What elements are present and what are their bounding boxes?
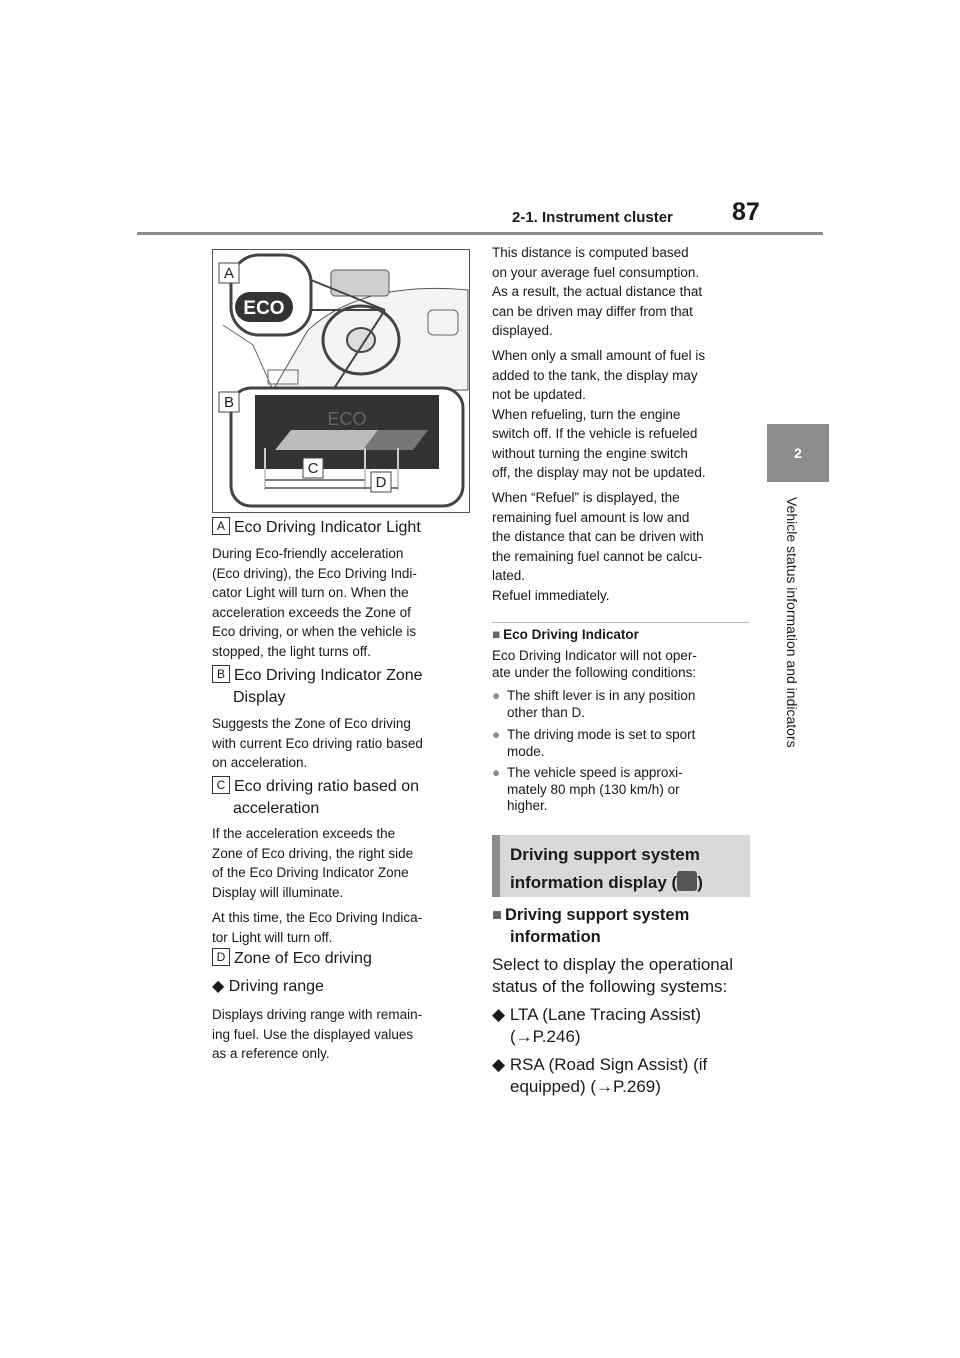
text-line: ate under the following conditions: [492,664,697,680]
item-a-title: Eco Driving Indicator Light [234,519,421,536]
square-bullet-icon: ■ [492,627,501,642]
text-line: off, the display may not be updated. [492,465,706,480]
text-line: The driving mode is set to sport [507,727,696,742]
header-divider [137,232,823,235]
bullet-icon: ◆ [492,1055,506,1074]
eco-indicator-title: Eco Driving Indicator [503,627,639,642]
bullet-icon: ◆ [212,978,225,995]
eco-zone-label: ECO [327,409,367,429]
text-line: mode. [507,743,545,759]
square-bullet-icon: ■ [492,906,502,924]
eco-light-label: ECO [243,298,285,319]
text-line: This distance is computed based [492,245,689,260]
banner-line2-pre: information display ( [510,873,678,892]
text-line: (Eco driving), the Eco Driving Indi- [212,565,417,581]
figure-label-c: C [307,460,319,477]
item-b-heading [212,665,423,709]
text-line: displayed. [492,323,553,338]
text-line: of the Eco Driving Indicator Zone [212,865,409,880]
text-line: acceleration exceeds the Zone of [212,604,411,620]
eco-indicator-heading [492,627,639,642]
text-line: not be updated. [492,387,586,402]
banner-line2-post: ) [697,873,703,892]
chapter-heading: 2-1. Instrument cluster [512,209,673,226]
section-banner [492,835,750,897]
driving-support-icon [677,871,697,891]
figure-label-b: B [223,394,235,411]
driving-range-body [212,1005,422,1064]
driving-range-heading [212,976,324,998]
text-line: When refueling, turn the engine [492,406,681,422]
support-info-intro [492,954,733,998]
section-divider [492,622,750,623]
item-a-badge: A [212,517,230,535]
item-b-title-line1: Eco Driving Indicator Zone [234,667,423,684]
text-line: as a reference only. [212,1046,330,1061]
figure-label-d: D [375,474,387,491]
text-line: Display will illuminate. [212,884,344,900]
banner-line1: Driving support system [510,845,700,864]
text-line: When only a small amount of fuel is [492,348,706,363]
text-line: lated. [492,568,526,583]
support-item-lta [492,1004,701,1048]
circle-bullet-icon: ● [492,688,501,703]
text-line: When “Refuel” is displayed, the [492,490,680,505]
item-d-badge: D [212,948,230,966]
text-line: At this time, the Eco Driving Indica- [212,910,423,925]
condition-item [492,765,750,815]
text-line: the distance that can be driven with [492,529,704,544]
item-c-body [212,824,422,947]
text-line: without turning the engine switch [492,445,688,461]
support-info-title-line1: Driving support system [504,906,690,924]
text-line: remaining fuel amount is low and [492,509,690,525]
support-info-title-line2: information [510,928,601,946]
figure-label-a: A [223,265,235,282]
text-line: on your average fuel consumption. [492,264,700,280]
text-line: stopped, the light turns off. [212,643,371,659]
circle-bullet-icon: ● [492,765,501,780]
page-number: 87 [732,198,760,226]
text-line: Eco driving, or when the vehicle is [212,624,417,639]
condition-item [492,688,750,721]
text-line: Zone of Eco driving, the right side [212,845,414,861]
range-note-para2 [492,346,706,483]
text-line: tor Light will turn off. [212,929,333,945]
chapter-tab: 2 [767,424,829,482]
text-line: other than D. [507,704,586,720]
text-line: the remaining fuel cannot be calcu- [492,548,703,564]
text-line: added to the tank, the display may [492,367,698,383]
text-line: higher. [507,798,548,813]
text-line: The shift lever is in any position [507,688,696,703]
chapter-tab-label: Vehicle status information and indicators [784,497,800,748]
rsa-page-ref[interactable]: equipped) (→P.269) [510,1077,661,1096]
text-line: Select to display the operational [492,955,733,974]
text-line: mately 80 mph (130 km/h) or [507,781,680,797]
support-info-heading [492,904,689,948]
item-d-heading [212,948,372,970]
text-line: status of the following systems: [492,977,728,996]
text-line: RSA (Road Sign Assist) (if [509,1055,708,1074]
text-line: with current Eco driving ratio based [212,735,423,751]
range-note-para3 [492,488,704,605]
item-a-body [212,544,417,661]
item-b-body [212,714,423,773]
eco-indicator-intro [492,648,697,681]
support-item-rsa [492,1054,707,1098]
text-line: Suggests the Zone of Eco driving [212,716,411,731]
text-line: LTA (Lane Tracing Assist) [509,1005,701,1024]
item-c-title-line1: Eco driving ratio based on [234,778,419,795]
item-c-title-line2: acceleration [233,800,320,817]
text-line: can be driven may differ from that [492,303,693,319]
text-line: Displays driving range with remain- [212,1007,423,1022]
text-line: on acceleration. [212,755,308,770]
text-line: Refuel immediately. [492,587,610,603]
text-line: switch off. If the vehicle is refueled [492,426,698,441]
driving-range-title: Driving range [228,978,324,995]
text-line: cator Light will turn on. When the [212,585,409,600]
circle-bullet-icon: ● [492,727,501,742]
range-note-para1 [492,243,702,341]
text-line: ing fuel. Use the displayed values [212,1026,414,1042]
text-line: As a result, the actual distance that [492,284,703,299]
condition-item [492,727,750,760]
text-line: The vehicle speed is approxi- [507,765,683,780]
item-d-title: Zone of Eco driving [234,950,372,967]
item-b-badge: B [212,665,230,683]
text-line: During Eco-friendly acceleration [212,546,404,561]
banner-title [510,841,750,897]
item-b-title-line2: Display [233,689,286,706]
eco-indicator-figure [212,249,470,513]
text-line: Eco Driving Indicator will not oper- [492,648,697,663]
item-a-heading [212,517,421,539]
bullet-icon: ◆ [492,1005,506,1024]
item-c-heading [212,776,419,820]
text-line: If the acceleration exceeds the [212,826,396,841]
lta-page-ref[interactable]: (→P.246) [510,1027,581,1046]
item-c-badge: C [212,776,230,794]
